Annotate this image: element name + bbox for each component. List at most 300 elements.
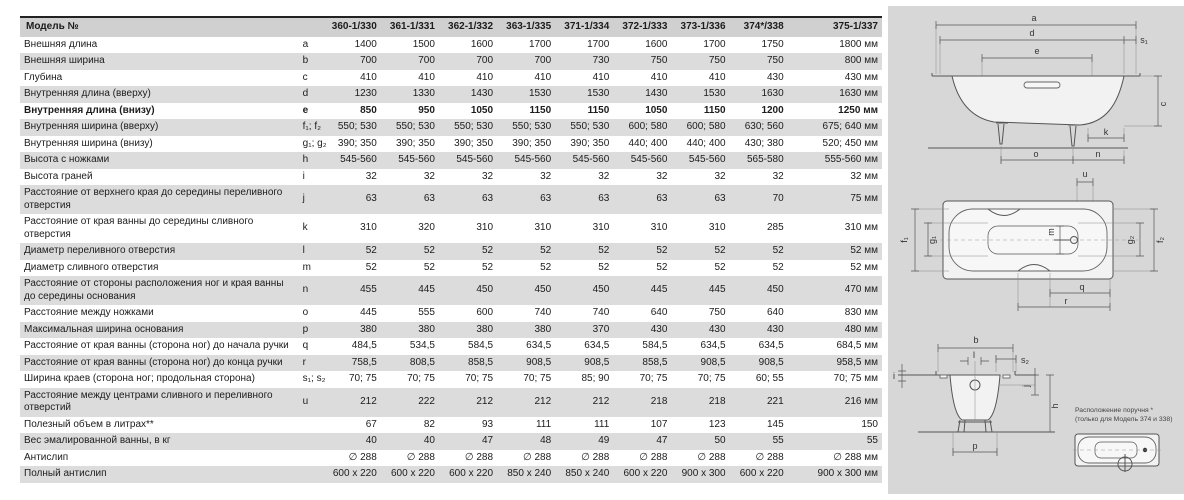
cell-value: 445 [671, 276, 729, 305]
cross-section-diagram [888, 328, 1063, 494]
cell-value: 830 мм [844, 307, 878, 318]
row-letter: o [302, 307, 309, 318]
spec-table-body [20, 17, 882, 483]
cell-value: 740 [534, 307, 552, 318]
cell-value: 1600 [645, 38, 668, 50]
row-letter [299, 417, 323, 434]
model-name: 363-1/335 [497, 17, 555, 37]
row-label: Внешняя ширина [20, 53, 299, 70]
cell-value: 1700 [587, 38, 610, 50]
cell-value: 52 [656, 261, 668, 273]
cell-value: 1530 [671, 86, 729, 103]
cell-value: 145 [767, 418, 784, 430]
cell-value: 550; 530 [381, 119, 439, 136]
cell-value: 455 [323, 276, 381, 305]
cell-value: 52 [714, 261, 726, 273]
cell-value: 390; 350 [337, 137, 377, 149]
table-row [20, 103, 882, 120]
row-label: Расстояние от края ванны (сторона ног) до начала ручки [24, 340, 289, 351]
cell-value: 390; 350 [570, 137, 610, 149]
row-label: Полный антислип [20, 466, 299, 483]
table-row [20, 53, 882, 70]
cell-value: 430 [613, 322, 671, 339]
cell-value: ∅ 288 [697, 451, 726, 463]
cell-value: 758,5 [323, 355, 381, 372]
cell-value: 52 [598, 261, 610, 273]
cell-value: 32 [598, 170, 610, 182]
cell-value: 60; 55 [755, 373, 784, 384]
row-label: Расстояние от верхнего края до середины переливного отверстия [20, 185, 299, 214]
cell-value: 390; 350 [512, 137, 552, 149]
dim-label-m: m [1046, 228, 1056, 236]
cell-value: 212 [555, 388, 613, 417]
cell-value: 93 [481, 418, 494, 430]
row-label: Расстояние между центрами сливного и переливного отверстий [20, 388, 299, 417]
row-label: Диаметр переливного отверстия [20, 243, 299, 260]
dim-label-e: e [1034, 46, 1040, 56]
cell-value: ∅ 288 мм [833, 451, 878, 463]
row-label: Расстояние от края ванны до середины сливного отверстия [24, 216, 254, 240]
cell-value: 63 [439, 185, 497, 214]
cell-value: 858,5 [613, 355, 671, 372]
cell-value: 545-560 [497, 152, 555, 169]
cell-value: 450 [555, 276, 613, 305]
row-letter [299, 433, 323, 450]
cell-value: 1430 [439, 86, 497, 103]
cell-value: 32 [481, 170, 494, 182]
cell-value: 1500 [412, 38, 435, 50]
cell-value: 430 [767, 71, 784, 83]
row-letter [299, 466, 323, 483]
cell-value: 534,5 [409, 340, 435, 351]
table-row [20, 371, 882, 388]
cell-value: 445 [613, 276, 671, 305]
dim-label-d: d [1029, 28, 1035, 38]
row-letter: h [299, 152, 323, 169]
row-label: Вес эмалированной ванны, в кг [20, 433, 299, 450]
cell-value: 32 [714, 170, 726, 182]
table-row [20, 305, 882, 322]
model-name: 361-1/331 [381, 17, 439, 37]
cell-value: 550; 530 [439, 119, 497, 136]
cell-value: 550; 530 [323, 119, 381, 136]
cell-value: 1050 [470, 104, 494, 116]
table-row [20, 119, 882, 136]
cell-value: 584,5 [642, 340, 668, 351]
cell-value: 410 [418, 71, 435, 83]
cell-value: 545-560 [555, 152, 613, 169]
cell-value: 285 [767, 222, 784, 234]
cell-value: 216 мм [788, 388, 882, 417]
table-row [20, 37, 882, 54]
row-letter: n [299, 276, 323, 305]
cell-value: 410 [708, 71, 726, 83]
cell-value: ∅ 288 [581, 451, 610, 463]
cell-value: 310 [708, 222, 726, 234]
cell-value: 370 [555, 322, 613, 339]
cell-value: 550; 530 [497, 119, 555, 136]
cell-value: 63 [323, 185, 381, 214]
spec-table [20, 16, 882, 483]
row-label: Антислип [24, 451, 69, 463]
cell-value: 1530 [555, 86, 613, 103]
table-row [20, 355, 882, 372]
cell-value: 222 [381, 388, 439, 417]
cell-value: 1530 [497, 86, 555, 103]
cell-value: 32 [365, 170, 377, 182]
cell-value: 908,5 [671, 355, 729, 372]
cell-value: 40 [323, 433, 381, 450]
cell-value: 700 [497, 53, 555, 70]
cell-value: 52 мм [850, 261, 878, 273]
cell-value: 63 [381, 185, 439, 214]
dim-label-j: j [1021, 385, 1031, 387]
cell-value: 1050 [645, 104, 668, 116]
cell-value: 1330 [381, 86, 439, 103]
cell-value: 450 [439, 276, 497, 305]
cell-value: 545-560 [613, 152, 671, 169]
cell-value: 52 [323, 243, 381, 260]
table-row [20, 185, 882, 214]
cell-value: 730 [555, 53, 613, 70]
end-view-dimensions-upper [938, 335, 1030, 372]
cell-value: 600 x 220 [613, 466, 671, 483]
row-letter: f₁; f₂ [299, 119, 323, 136]
cell-value: ∅ 288 [755, 451, 784, 463]
cell-value: 545-560 [323, 152, 381, 169]
cell-value: 750 [613, 53, 671, 70]
cell-value: 55 [730, 433, 788, 450]
row-letter: m [302, 261, 311, 273]
dim-label-p: p [972, 441, 978, 451]
bathtub-end-outline [898, 361, 1055, 432]
cell-value: 47 [613, 433, 671, 450]
cell-value: ∅ 288 [464, 451, 494, 463]
cell-value: 600 x 220 [381, 466, 439, 483]
table-row [20, 136, 882, 153]
row-letter: a [302, 38, 309, 50]
cell-value: 430 [671, 322, 729, 339]
cell-value: 310 [476, 222, 494, 234]
row-letter: s₁; s₂ [302, 373, 326, 384]
bathtub-top-outline [933, 201, 1138, 279]
cell-value: ∅ 288 [639, 451, 668, 463]
table-row [20, 70, 882, 87]
cell-value: 320 [418, 222, 435, 234]
cell-value: 75 мм [788, 185, 882, 214]
row-label: Расстояние от стороны расположения ног и края ванны до середины основания [20, 276, 299, 305]
cell-value: 52 [497, 243, 555, 260]
cell-value: 700 [439, 53, 497, 70]
cell-value: 550; 530 [555, 119, 613, 136]
cell-value: 310 мм [844, 222, 878, 234]
table-row [20, 417, 882, 434]
cell-value: 450 [497, 276, 555, 305]
dim-label-a: a [1031, 13, 1037, 23]
cell-value: 310 [592, 222, 610, 234]
cell-value: 1630 [730, 86, 788, 103]
cell-value: 1230 [323, 86, 381, 103]
dim-label-g1: g₁ [927, 235, 937, 245]
cell-value: 1400 [354, 38, 377, 50]
cell-value: 70 [730, 185, 788, 214]
cell-value: 545-560 [671, 152, 729, 169]
cell-value: 218 [613, 388, 671, 417]
row-letter: k [302, 222, 308, 234]
cell-value: 640 [650, 307, 668, 318]
row-letter [299, 450, 323, 467]
cell-value: 750 [708, 307, 726, 318]
cell-value: 52 [540, 261, 552, 273]
cell-value: 750 [671, 53, 729, 70]
cell-value: 150 [861, 418, 878, 430]
row-letter: c [302, 71, 308, 83]
cell-value: 600 x 220 [439, 466, 497, 483]
row-label: Высота граней [24, 170, 93, 182]
table-row [20, 466, 882, 483]
cell-value: 430 мм [844, 71, 878, 83]
row-label: Внутренняя ширина (вверху) [20, 119, 299, 136]
dim-label-h: h [1050, 403, 1060, 409]
cell-value: 212 [323, 388, 381, 417]
row-letter: l [299, 243, 323, 260]
cell-value: 52 [423, 261, 435, 273]
cell-value: 634,5 [758, 340, 784, 351]
cell-value: 52 [381, 243, 439, 260]
cell-value: 555 [418, 307, 435, 318]
cell-value: 50 [671, 433, 729, 450]
cell-value: 310 [360, 222, 377, 234]
dim-label-f1: f₁ [899, 237, 909, 243]
cell-value: 1600 [470, 38, 494, 50]
cell-value: 212 [439, 388, 497, 417]
cell-value: 52 [613, 243, 671, 260]
spec-table-container [20, 16, 882, 483]
dim-label-c: c [1158, 101, 1168, 107]
cell-value: 70; 75 [697, 373, 726, 384]
cell-value: 450 [730, 276, 788, 305]
side-view-diagram [928, 10, 1168, 170]
cell-value: 445 [381, 276, 439, 305]
cell-value: 32 [656, 170, 668, 182]
dim-label-s1: s₁ [1140, 35, 1148, 45]
cell-value: 520; 450 мм [822, 137, 878, 149]
cell-value: 410 [360, 71, 377, 83]
row-letter: p [299, 322, 323, 339]
cell-value: 212 [497, 388, 555, 417]
table-row [20, 388, 882, 417]
model-name: 360-1/330 [323, 17, 381, 37]
row-label: Диаметр сливного отверстия [24, 261, 159, 273]
cell-value: 634,5 [584, 340, 610, 351]
cell-value: 310 [534, 222, 552, 234]
cell-value: 85; 90 [581, 373, 610, 384]
cell-value: 1250 мм [838, 104, 878, 116]
table-row [20, 169, 882, 186]
cell-value: 32 [423, 170, 435, 182]
cell-value: 808,5 [381, 355, 439, 372]
handle-note-line1: Расположение поручня * [1075, 407, 1154, 414]
cell-value: 218 [671, 388, 729, 417]
cell-value: 700 [323, 53, 381, 70]
cell-value: 107 [650, 418, 668, 430]
dim-label-f2: f₂ [1155, 237, 1165, 243]
dim-label-r: r [1064, 296, 1068, 306]
cell-value: 221 [730, 388, 788, 417]
table-row [20, 276, 882, 305]
cell-value: 1630 мм [788, 86, 882, 103]
cell-value: 600 [476, 307, 494, 318]
cell-value: 390; 350 [454, 137, 494, 149]
row-label: Внутренняя длина (внизу) [24, 104, 155, 116]
model-name: 371-1/334 [555, 17, 613, 37]
cell-value: 1700 [703, 38, 726, 50]
cell-value: 1800 мм [839, 38, 878, 50]
cell-value: 63 [671, 185, 729, 214]
cell-value: 480 мм [788, 322, 882, 339]
dim-label-u: u [1082, 169, 1088, 179]
cell-value: 750 [730, 53, 788, 70]
cell-value: 908,5 [497, 355, 555, 372]
cell-value: 410 [650, 71, 668, 83]
cell-value: 410 [476, 71, 494, 83]
table-row [20, 243, 882, 260]
row-letter: r [299, 355, 323, 372]
cell-value: 47 [439, 433, 497, 450]
row-letter: i [302, 170, 305, 182]
cell-value: 82 [423, 418, 435, 430]
cell-value: 440; 400 [628, 137, 668, 149]
cell-value: 1430 [613, 86, 671, 103]
cell-value: 32 [540, 170, 552, 182]
cell-value: 52 [671, 243, 729, 260]
cell-value: 545-560 [439, 152, 497, 169]
cell-value: 67 [365, 418, 377, 430]
row-label: Полезный объем в литрах** [24, 418, 154, 430]
cell-value: 640 [767, 307, 784, 318]
cell-value: 555-560 мм [788, 152, 882, 169]
cell-value: 850 x 240 [555, 466, 613, 483]
dim-label-g2: g₂ [1125, 235, 1135, 245]
dim-label-k: k [1103, 127, 1109, 137]
dim-label-o: o [1033, 149, 1039, 159]
side-view-dimensions [936, 13, 1148, 80]
cell-value: 630; 560 [730, 119, 788, 136]
cell-value: 70; 75 мм [833, 373, 878, 384]
model-name: 374*/338 [730, 17, 788, 37]
cell-value: 52 [439, 243, 497, 260]
cell-value: 123 [708, 418, 726, 430]
cell-value: 380 [439, 322, 497, 339]
cell-value: 565-580 [730, 152, 788, 169]
model-number-header: Модель № [20, 17, 299, 37]
row-letter: u [299, 388, 323, 417]
cell-value: 1700 [528, 38, 552, 50]
cell-value: 908,5 [730, 355, 788, 372]
cell-value: 70; 75 [639, 373, 668, 384]
cell-value: 1150 [529, 104, 552, 116]
table-header-row [20, 17, 882, 37]
cell-value: 908,5 [555, 355, 613, 372]
handle-note-line2: (только для Модель 374 и 338) [1075, 416, 1173, 423]
table-row [20, 433, 882, 450]
cell-value: 52 [365, 261, 377, 273]
cell-value: 32 [772, 170, 784, 182]
row-label: Высота с ножками [20, 152, 299, 169]
row-label: Внутренняя ширина (внизу) [24, 137, 153, 149]
cell-value: 634,5 [526, 340, 552, 351]
row-label: Внутренняя длина (вверху) [20, 86, 299, 103]
row-label: Внешняя длина [24, 38, 98, 50]
cell-value: ∅ 288 [523, 451, 552, 463]
cell-value: 684,5 мм [836, 340, 878, 351]
cell-value: 600 x 220 [730, 466, 788, 483]
model-name: 373-1/336 [671, 17, 729, 37]
cell-value: 740 [592, 307, 610, 318]
cell-value: 430 [730, 322, 788, 339]
cell-value: 675; 640 мм [788, 119, 882, 136]
row-label: Глубина [24, 71, 63, 83]
technical-drawings-panel [888, 6, 1184, 494]
cell-value: 1200 [761, 104, 784, 116]
cell-value: 1750 [761, 38, 784, 50]
cell-value: 484,5 [351, 340, 377, 351]
cell-value: 440; 400 [686, 137, 726, 149]
row-label: Расстояние между ножками [24, 307, 154, 318]
cell-value: 958,5 мм [788, 355, 882, 372]
cell-value: 700 [381, 53, 439, 70]
cell-value: 858,5 [439, 355, 497, 372]
table-row [20, 260, 882, 277]
cell-value: 380 [381, 322, 439, 339]
cell-value: 310 [650, 222, 668, 234]
cell-value: 52 [555, 243, 613, 260]
cell-value: 800 мм [788, 53, 882, 70]
row-letter: g₁; g₂ [302, 137, 327, 149]
cell-value: 55 [788, 433, 882, 450]
table-row [20, 214, 882, 243]
dim-label-n: n [1095, 149, 1101, 159]
cell-value: 584,5 [468, 340, 494, 351]
model-name: 372-1/333 [613, 17, 671, 37]
cell-value: 410 [534, 71, 552, 83]
cell-value: 63 [497, 185, 555, 214]
dim-label-q: q [1079, 282, 1085, 292]
cell-value: 545-560 [381, 152, 439, 169]
cell-value: 390; 350 [396, 137, 435, 149]
row-letter: d [299, 86, 323, 103]
cell-value: 40 [381, 433, 439, 450]
row-letter: e [302, 104, 309, 116]
cell-value: 600 x 220 [323, 466, 381, 483]
table-row [20, 338, 882, 355]
table-row [20, 450, 882, 467]
cell-value: 70; 75 [407, 373, 435, 384]
cell-value: 63 [613, 185, 671, 214]
cell-value: 380 [323, 322, 381, 339]
letter-column-header [299, 17, 323, 37]
cell-value: ∅ 288 [406, 451, 435, 463]
cell-value: 63 [555, 185, 613, 214]
cell-value: 70; 75 [523, 373, 552, 384]
cell-value: 600; 580 [671, 119, 729, 136]
row-letter: j [299, 185, 323, 214]
cell-value: 380 [497, 322, 555, 339]
cell-value: 111 [535, 418, 552, 430]
cell-value: 634,5 [700, 340, 726, 351]
cell-value: 430; 380 [744, 137, 784, 149]
cell-value: 850 [360, 104, 377, 116]
